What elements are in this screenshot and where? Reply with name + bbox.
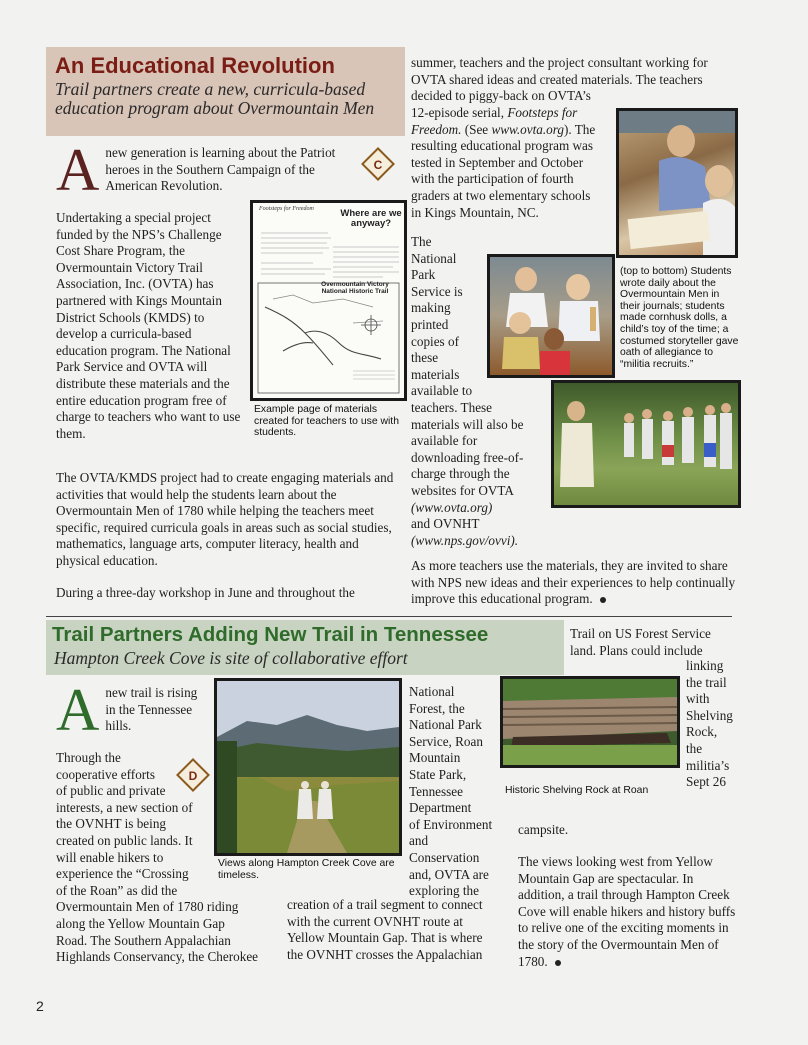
- worksheet-heading: Where are we anyway?: [340, 208, 402, 229]
- text-line: Rock,: [686, 724, 718, 740]
- article2-title: Trail Partners Adding New Trail in Tennessee: [52, 623, 489, 646]
- worksheet-drawing: [253, 203, 404, 398]
- serial-title-cont: Freedom.: [411, 121, 462, 137]
- photo-cornhusk-dolls: [487, 254, 615, 378]
- article2-header: [46, 620, 564, 675]
- text-fragment: (See: [464, 121, 489, 137]
- text-line: charge through the: [411, 466, 510, 482]
- text-line: the OVNHT crosses the Appalachian: [287, 946, 483, 962]
- text-line: linking: [686, 658, 724, 673]
- ovta-url-inline[interactable]: www.ovta.org: [491, 121, 564, 137]
- text-line: websites for OVTA: [411, 482, 514, 498]
- worksheet-figure: [250, 200, 407, 401]
- worksheet-caption: Example page of materials created for teachers to use with students.: [254, 404, 399, 439]
- text-line: these: [411, 350, 439, 366]
- text-line: the OVNHT is being: [56, 816, 167, 832]
- article1-closing: [411, 558, 736, 608]
- article1-lead: [56, 137, 356, 203]
- text-fragment: 12-episode serial,: [411, 105, 505, 120]
- text-line: State Park,: [409, 766, 467, 782]
- text-line: and OVNHT: [411, 516, 480, 532]
- text-line: along the Yellow Mountain Gap: [56, 915, 225, 931]
- text-line: created on public lands. It: [56, 832, 193, 848]
- section-divider: [46, 616, 732, 617]
- text-line: exploring the: [409, 883, 479, 899]
- text-line: with the current OVNHT route at: [287, 913, 463, 929]
- serial-title: Footsteps for: [507, 105, 578, 120]
- ovta-url[interactable]: (www.ovta.org): [411, 499, 493, 515]
- text-line: Tennessee: [409, 783, 463, 799]
- text-line: with: [686, 691, 710, 707]
- text-line: and: [409, 833, 429, 849]
- text-line: the trail: [686, 674, 727, 690]
- photos-caption: (top to bottom) Students wrote daily about the Overmountain Men in their journals; students made cornhusk dolls, a child’s toy of the time; a costumed storyteller gave oath of allegiance to “militia recruits.”: [620, 266, 739, 370]
- article1-closing-text: As more teachers use the materials, they are invited to share with NPS new ideas and their experiences to help continually improve this educational program.: [411, 558, 736, 607]
- text-line: Mountain: [409, 750, 461, 766]
- text-line: decided to piggy-back on OVTA’s: [411, 88, 591, 104]
- text-line: Sept 26: [686, 774, 726, 790]
- end-mark-icon: [600, 597, 606, 603]
- text-line: will enable hikers to: [56, 849, 164, 865]
- text-line: land. Plans could include: [570, 642, 703, 658]
- text-line: Service, Roan: [409, 733, 483, 749]
- text-line: summer, teachers and the project consultant working for: [411, 55, 708, 70]
- text-line: experience the “Crossing: [56, 866, 189, 882]
- text-line: Overmountain Men of 1780 riding: [56, 899, 239, 915]
- article1-para3: During a three-day workshop in June and throughout the: [56, 585, 355, 600]
- text-line: Service is: [411, 283, 463, 299]
- article1-dropcap: A: [56, 137, 100, 203]
- article1-col2-top: [411, 55, 741, 105]
- text-line: Conservation: [409, 849, 480, 865]
- text-line: of public and private: [56, 783, 166, 799]
- end-mark-icon: [555, 960, 561, 966]
- article1-title: An Educational Revolution: [55, 53, 335, 78]
- caption-views: Views along Hampton Creek Cove are timeless.: [218, 858, 395, 881]
- article1-subtitle-line1: Trail partners create a new, curricula-based: [55, 79, 366, 99]
- text-line: creation of a trail segment to connect: [287, 897, 483, 912]
- text-line: National: [411, 250, 457, 266]
- text-line: Shelving: [686, 707, 733, 723]
- ovnht-url[interactable]: (www.nps.gov/ovvi).: [411, 532, 519, 548]
- article2-campsite: campsite.: [518, 822, 569, 837]
- article2-lead: [56, 677, 204, 743]
- text-line: materials: [411, 366, 460, 382]
- photo-storyteller: [551, 380, 741, 508]
- text-line: Through the: [56, 750, 121, 765]
- text-line: Department: [409, 800, 472, 816]
- text-line: teachers. These: [411, 399, 493, 415]
- worksheet-map-title: Overmountain Victory National Historic Trail: [321, 281, 389, 295]
- text-line: available for: [411, 433, 478, 449]
- text-line: in Kings Mountain, NC.: [411, 204, 539, 220]
- article2-col3-para: [518, 854, 736, 970]
- text-line: resulting educational program was: [411, 138, 594, 154]
- text-line: copies of: [411, 333, 459, 349]
- text-line: National Park: [409, 717, 482, 733]
- text-line: OVTA shared ideas and created materials. The teachers: [411, 71, 703, 87]
- text-line: cooperative efforts: [56, 766, 155, 782]
- article1-lead-text: new generation is learning about the Patriot heroes in the Southern Campaign of the American Revolution.: [105, 145, 336, 194]
- text-line: Highlands Conservancy, the Cherokee: [56, 949, 259, 965]
- worksheet-series-label: Footsteps for Freedom: [259, 206, 314, 212]
- article1-badge: [364, 150, 392, 178]
- text-line: National: [409, 684, 455, 699]
- article1-badge-letter: C: [373, 158, 383, 172]
- article2-subtitle: Hampton Creek Cove is site of collaborative effort: [54, 648, 408, 668]
- article1-header: [46, 47, 405, 136]
- text-line: materials will also be: [411, 416, 524, 432]
- text-line: interests, a new section of: [56, 799, 193, 815]
- text-line: Park: [411, 267, 436, 283]
- article2-lead-text: new trail is rising in the Tennessee hills.: [105, 685, 198, 734]
- text-line: Yellow Mountain Gap. That is where: [287, 930, 483, 946]
- text-line: the: [686, 740, 703, 756]
- article2-badge-letter: D: [188, 769, 198, 783]
- text-line: tested in September and October: [411, 154, 584, 170]
- text-line: and, OVTA are: [409, 866, 489, 882]
- text-line: militia’s: [686, 757, 730, 773]
- text-line: The: [411, 234, 432, 249]
- article1-col2-mid: [411, 105, 611, 221]
- article2-dropcap: A: [56, 677, 100, 743]
- text-line: downloading free-of-: [411, 449, 524, 465]
- text-fragment: ). The: [564, 121, 596, 137]
- text-line: of the Roan” as did the: [56, 882, 178, 898]
- text-line: Road. The Southern Appalachian: [56, 932, 231, 948]
- article1-para1: Undertaking a special project funded by the NPS’s Challenge Cost Share Program, the Overmountain Victory Trail Association, Inc. (OVTA) has partnered with Kings Mountain District Schools (KMDS) to develop a curricula-based education program. The National Park Service and OVTA will distribute these materials and the entire education program free of charge to teachers who want to use them.: [56, 210, 241, 441]
- article1-subtitle-line2: education program about Overmountain Men: [55, 98, 375, 118]
- article1-para2: The OVTA/KMDS project had to create engaging materials and activities that would help the students learn about the Overmountain Men of 1780 while helping the teachers meet specific, required curricula goals in areas such as social studies, mathematics, language arts, computer literacy, health and physical education.: [56, 470, 394, 568]
- text-line: making: [411, 300, 451, 316]
- photo-hampton-creek-cove: [214, 678, 402, 856]
- article2-col2-bottom: [287, 897, 512, 963]
- text-line: Forest, the: [409, 700, 465, 716]
- photo-shelving-rock: [500, 676, 680, 768]
- article2-col3-right: [686, 658, 746, 791]
- text-line: available to: [411, 383, 473, 399]
- text-line: with the participation of fourth: [411, 171, 574, 187]
- text-line: Trail on US Forest Service: [570, 626, 711, 641]
- photo-students-writing: [616, 108, 738, 258]
- page-number: 2: [36, 998, 44, 1014]
- article2-col2: [409, 684, 509, 900]
- text-line: graders at two elementary schools: [411, 187, 591, 203]
- article2-col3-para-text: The views looking west from Yellow Mountain Gap are spectacular. In addition, a trail through Hampton Creek Cove will enable hikers and history buffs to relive one of the exciting moments in the story of the Overmountain Men of 1780.: [518, 854, 736, 969]
- text-line: printed: [411, 316, 449, 332]
- caption-rock: Historic Shelving Rock at Roan: [505, 785, 649, 796]
- text-line: of Environment: [409, 816, 493, 832]
- article2-col3-top: [570, 626, 740, 659]
